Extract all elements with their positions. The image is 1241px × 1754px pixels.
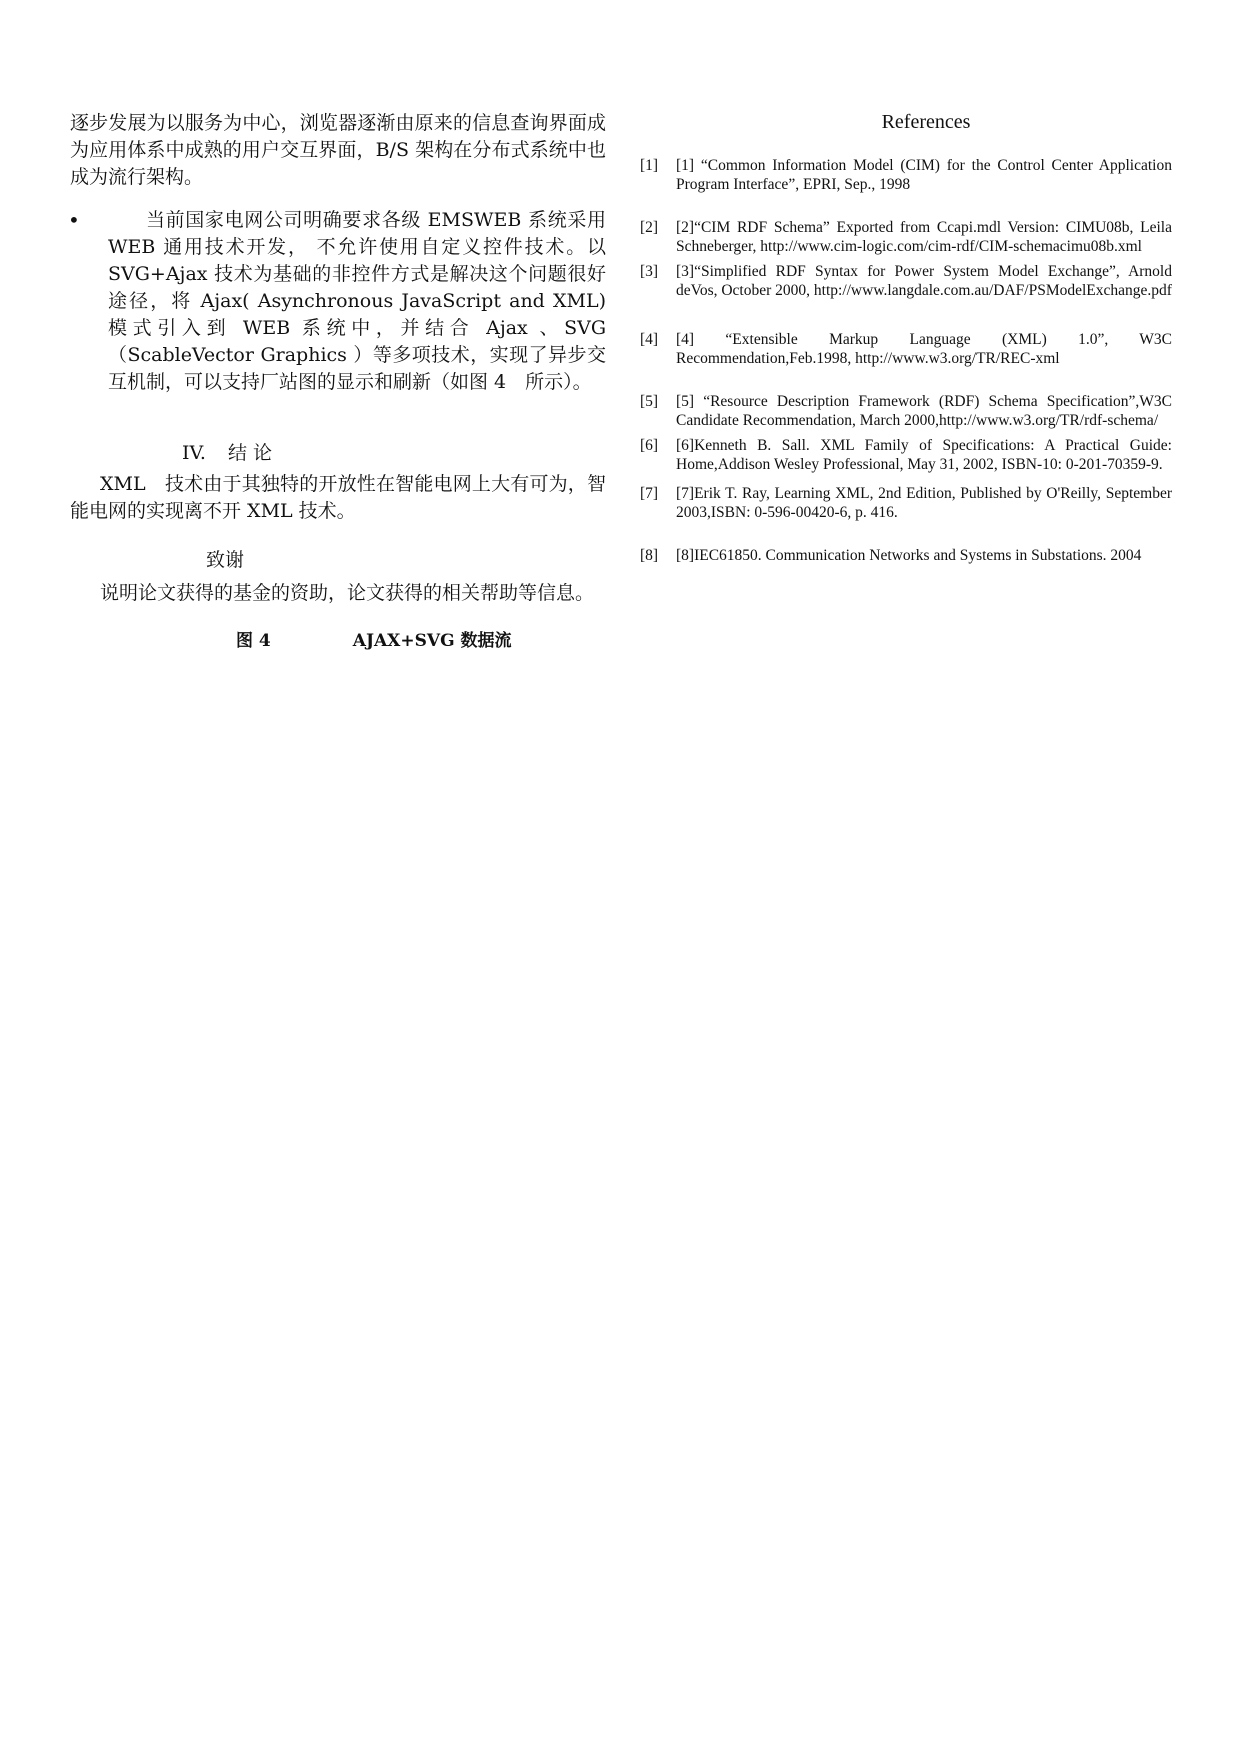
reference-text: [1] “Common Information Model (CIM) for the Control Center Application Program Interface”, EPRI, Sep., 1998 bbox=[676, 157, 1172, 193]
figure-title: AJAX+SVG 数据流 bbox=[352, 631, 512, 651]
acknowledgement-heading: 致谢 bbox=[206, 549, 245, 571]
reference-item bbox=[640, 262, 1172, 300]
left-column bbox=[70, 110, 606, 653]
references-column bbox=[640, 110, 1172, 565]
reference-item bbox=[640, 330, 1172, 368]
section-title: 结 论 bbox=[227, 442, 272, 464]
reference-tag: [3] bbox=[640, 263, 659, 280]
reference-tag: [4] bbox=[640, 331, 659, 348]
reference-item bbox=[640, 392, 1172, 430]
reference-tag: [1] bbox=[640, 157, 659, 174]
bullet-icon: • bbox=[68, 208, 80, 232]
reference-text: [2]“CIM RDF Schema” Exported from Ccapi.mdl Version: CIMU08b, Leila Schneberger, http://www.cim-logic.com/cim-rdf/CIM-schemacimu08b.xml bbox=[676, 219, 1172, 255]
bullet-paragraph: 当前国家电网公司明确要求各级 EMSWEB 系统采用 WEB 通用技术开发， 不允许使用自定义控件技术。以 SVG+Ajax 技术为基础的非控件方式是解决这个问题很好途径，将 Ajax( Asynchronous JavaScript and XML) 模式引入到 WEB 系统中，并结合 Ajax 、SVG（ScableVector Graphics ）等多项技术，实现了异步交互机制，可以支持厂站图的显示和刷新（如图 4 所示）。 bbox=[108, 209, 606, 393]
reference-text: [7]Erik T. Ray, Learning XML, 2nd Edition, Published by O'Reilly, September 2003,ISBN: 0-596-00420-6, p. 416. bbox=[676, 485, 1172, 521]
bullet-list-item bbox=[70, 207, 606, 396]
reference-tag: [8] bbox=[640, 547, 659, 564]
reference-tag: [2] bbox=[640, 219, 659, 236]
reference-tag: [6] bbox=[640, 437, 659, 454]
reference-text: [8]IEC61850. Communication Networks and Systems in Substations. 2004 bbox=[676, 547, 1142, 564]
section-number: IV. bbox=[182, 442, 206, 464]
reference-text: [4] “Extensible Markup Language (XML) 1.0”, W3C Recommendation,Feb.1998, http://www.w3.org/TR/REC-xml bbox=[676, 331, 1172, 367]
figure-caption bbox=[70, 629, 606, 653]
figure-label: 图 4 bbox=[236, 631, 271, 651]
reference-item bbox=[640, 156, 1172, 194]
references-title: References bbox=[881, 111, 971, 133]
section-heading-conclusion bbox=[70, 440, 606, 467]
reference-item bbox=[640, 436, 1172, 474]
intro-paragraph: 逐步发展为以服务为中心，浏览器逐渐由原来的信息查询界面成为应用体系中成熟的用户交互界面，B/S 架构在分布式系统中也成为流行架构。 bbox=[70, 112, 606, 188]
reference-text: [3]“Simplified RDF Syntax for Power System Model Exchange”, Arnold deVos, October 2000, http://www.langdale.com.au/DAF/PSModelExchange.pdf bbox=[676, 263, 1172, 299]
conclusion-paragraph: XML 技术由于其独特的开放性在智能电网上大有可为，智能电网的实现离不开 XML 技术。 bbox=[70, 473, 606, 522]
reference-tag: [7] bbox=[640, 485, 659, 502]
acknowledgement-paragraph: 说明论文获得的基金的资助，论文获得的相关帮助等信息。 bbox=[100, 582, 595, 604]
reference-text: [6]Kenneth B. Sall. XML Family of Specifications: A Practical Guide: Home,Addison Wesley Professional, May 31, 2002, ISBN-10: 0-201-70359-9. bbox=[676, 437, 1172, 473]
reference-tag: [5] bbox=[640, 393, 659, 410]
reference-text: [5] “Resource Description Framework (RDF) Schema Specification”,W3C Candidate Recommendation, March 2000,http://www.w3.org/TR/rdf-schema/ bbox=[676, 393, 1172, 429]
reference-item bbox=[640, 546, 1172, 565]
reference-item bbox=[640, 218, 1172, 256]
reference-item bbox=[640, 484, 1172, 522]
